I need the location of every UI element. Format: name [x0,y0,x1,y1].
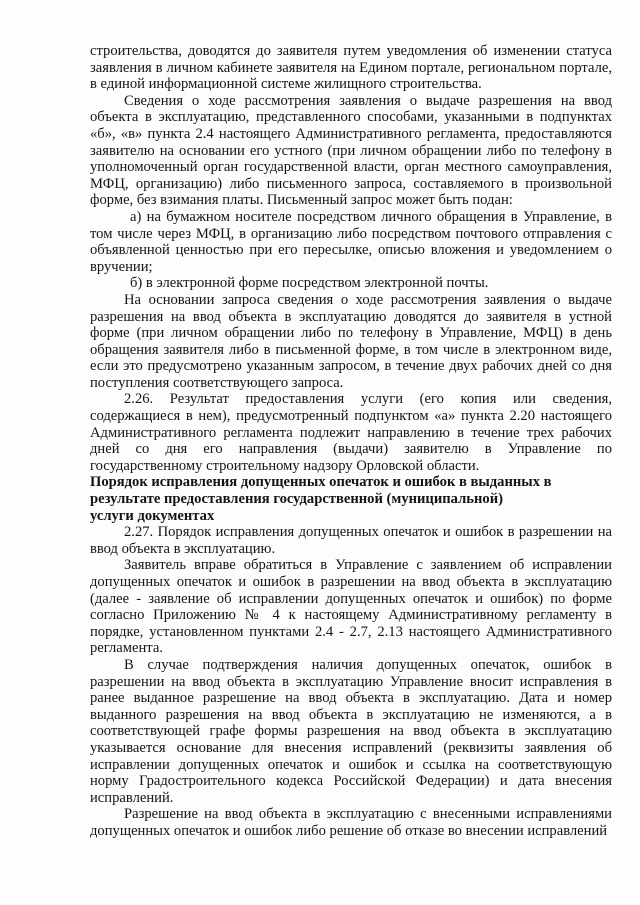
paragraph-corrected-permit: Разрешение на ввод объекта в эксплуатацию с внесенными исправлениями допущенных опечаток и ошибок либо решение об отказе во внесении исправлений [90,806,612,839]
paragraph-status-notification: строительства, доводятся до заявителя путем уведомления об изменении статуса заявления в личном кабинете заявителя на Едином портале, региональном портале, в единой информационной системе жилищного строительства. [90,43,612,93]
section-heading [90,474,612,524]
document-body [90,43,612,840]
paragraph-paper-request: а) на бумажном носителе посредством личного обращения в Управление, в том числе через МФЦ, в организацию либо посредством почтового отправления с объявленной ценностью при его пересылке, описью вложения и уведомлением о вручении; [90,208,612,275]
section-heading-line-3: услуги документах [90,507,215,524]
paragraph-electronic-request: б) в электронной форме посредством электронной почты. [130,275,489,292]
paragraph-request-response: На основании запроса сведения о ходе рассмотрения заявления о выдаче разрешения на ввод объекта в эксплуатацию доводятся до заявителя в устной форме (при личном обращении либо по телефону в Управление, МФЦ) в день обращения заявителя либо в письменной форме, в том числе в электронном виде, если это предусмотрено указанным запросом, в течение двух рабочих дней со дня поступления соответствующего запроса. [90,291,612,391]
paragraph-section-2-26: 2.26. Результат предоставления услуги (его копия или сведения, содержащиеся в нем), предусмотренный подпунктом «а» пункта 2.20 настоящего Административного регламента подлежит направлению в течение трех рабочих дней со дня его направления (выдачи) заявителю в Управление по государственному строительному надзору Орловской области. [90,391,612,474]
section-heading-line-1: Порядок исправления допущенных опечаток и ошибок в выданных в [90,474,552,491]
paragraph-correction-application: Заявитель вправе обратиться в Управление с заявлением об исправлении допущенных опечаток и ошибок в разрешении на ввод объекта в эксплуатацию (далее - заявление об исправлении допущенных опечаток и ошибок) по форме согласно Приложению № 4 к настоящему Административному регламенту в порядке, установленном пунктами 2.4 - 2.7, 2.13 настоящего Административного регламента. [90,557,612,657]
section-heading-line-2: результате предоставления государственной (муниципальной) [90,491,503,508]
paragraph-correction-confirmation: В случае подтверждения наличия допущенных опечаток, ошибок в разрешении на ввод объекта в эксплуатацию Управление вносит исправления в ранее выданное разрешение на ввод объекта в эксплуатацию. Дата и номер выданного разрешения на ввод объекта в эксплуатацию не изменяются, а в соответствующей графе формы разрешения на ввод объекта в эксплуатацию указывается основание для внесения исправлений (реквизиты заявления об исправлении допущенных опечаток и ошибок и ссылка на соответствующую норму Градостроительного кодекса Российской Федерации) и дата внесения исправлений. [90,656,612,806]
paragraph-section-2-27: 2.27. Порядок исправления допущенных опечаток и ошибок в разрешении на ввод объекта в эксплуатацию. [90,524,612,557]
paragraph-progress-info: Сведения о ходе рассмотрения заявления о выдаче разрешения на ввод объекта в эксплуатацию, представленного способами, указанными в подпунктах «б», «в» пункта 2.4 настоящего Административного регламента, предоставляются заявителю на основании его устного (при личном обращении либо по телефону в уполномоченный орган государственной власти, орган местного самоуправления, МФЦ, организацию) либо письменного запроса, составляемого в произвольной форме, без взимания платы. Письменный запрос может быть подан: [90,92,612,209]
